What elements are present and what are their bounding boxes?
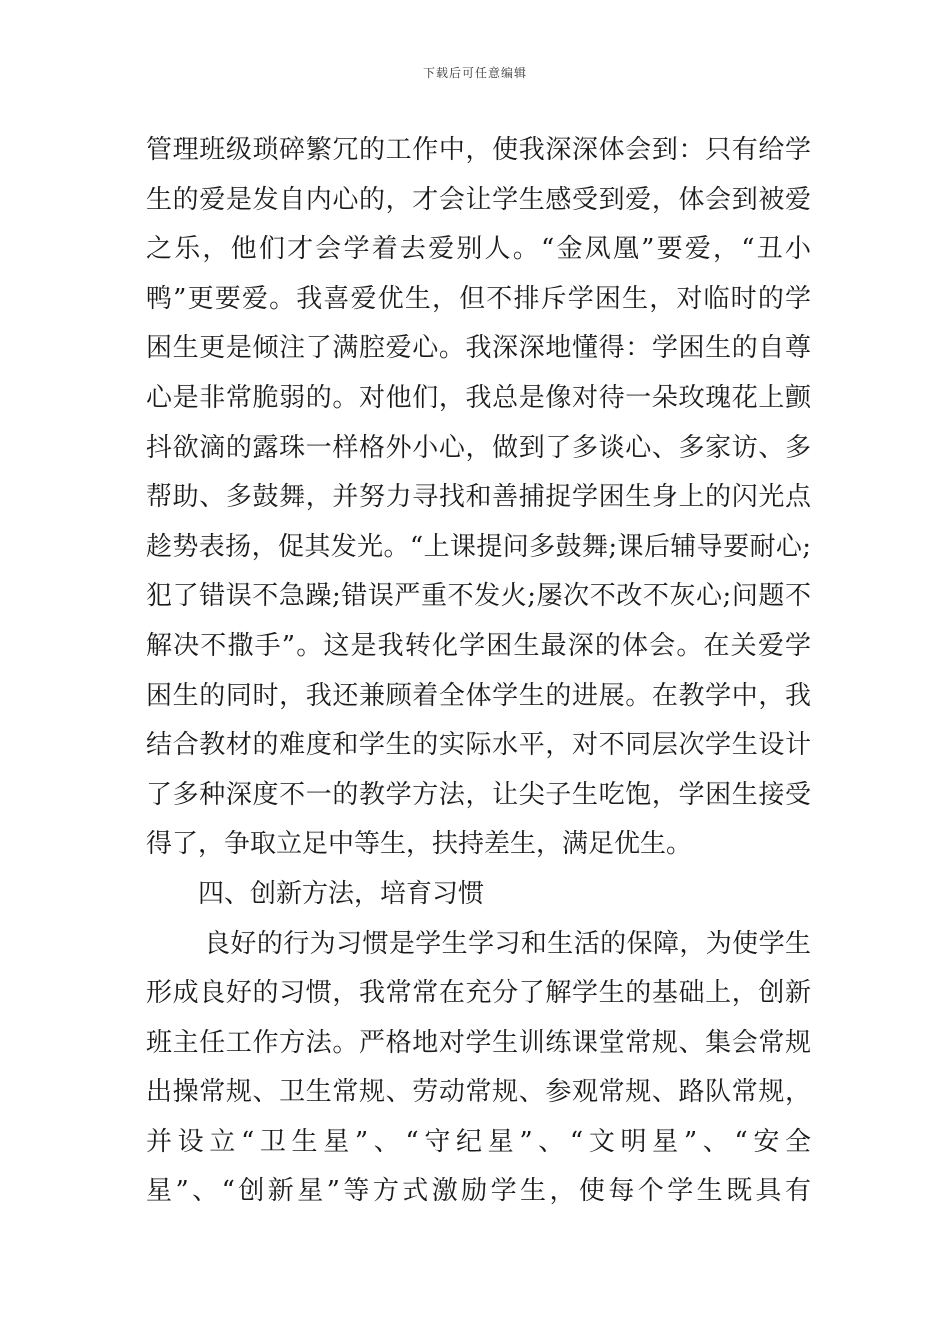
body-line: 困生更是倾注了满腔爱心。我深深地懂得：学困生的自尊 xyxy=(146,333,811,364)
document-body xyxy=(146,126,811,1217)
body-line: 良好的行为习惯是学生学习和生活的保障，为使学生 xyxy=(204,928,811,959)
page-header: 下载后可任意编辑 xyxy=(422,66,527,80)
body-line: 犯了错误不急躁;错误严重不发火;屡次不改不灰心;问题不 xyxy=(146,581,811,612)
body-line: 班主任工作方法。严格地对学生训练课堂常规、集会常规 xyxy=(146,1027,811,1058)
body-line: 生的爱是发自内心的，才会让学生感受到爱，体会到被爱 xyxy=(146,184,811,215)
body-line: 星”、“创新星”等方式激励学生，使每个学生既具有 xyxy=(146,1176,811,1207)
body-line: 结合教材的难度和学生的实际水平，对不同层次学生设计 xyxy=(146,730,811,761)
section-heading: 四、创新方法，培育习惯 xyxy=(198,878,485,909)
body-line: 了多种深度不一的教学方法，让尖子生吃饱，学困生接受 xyxy=(146,779,811,810)
body-line: 管理班级琐碎繁冗的工作中，使我深深体会到：只有给学 xyxy=(146,135,811,165)
body-line: 形成良好的习惯，我常常在充分了解学生的基础上，创新 xyxy=(146,978,811,1009)
body-line: 之乐，他们才会学着去爱别人。“金凤凰”要爱，“丑小 xyxy=(146,234,811,265)
body-line: 出操常规、卫生常规、劳动常规、参观常规、路队常规， xyxy=(146,1077,811,1108)
body-line: 帮助、多鼓舞，并努力寻找和善捕捉学困生身上的闪光点 xyxy=(146,482,811,513)
body-line: 困生的同时，我还兼顾着全体学生的进展。在教学中，我 xyxy=(146,680,811,711)
body-line: 趁势表扬，促其发光。“上课提问多鼓舞;课后辅导要耐心; xyxy=(146,531,811,562)
body-line: 抖欲滴的露珠一样格外小心，做到了多谈心、多家访、多 xyxy=(146,432,811,463)
body-line: 鸭”更要爱。我喜爱优生，但不排斥学困生，对临时的学 xyxy=(146,283,811,314)
body-line: 得了，争取立足中等生，扶持差生，满足优生。 xyxy=(146,829,693,860)
body-line: 并设立“卫生星”、“守纪星”、“文明星”、“安全 xyxy=(146,1126,811,1157)
body-line: 心是非常脆弱的。对他们，我总是像对待一朵玫瑰花上颤 xyxy=(146,382,811,413)
body-line: 解决不撒手”。这是我转化学困生最深的体会。在关爱学 xyxy=(146,630,811,661)
